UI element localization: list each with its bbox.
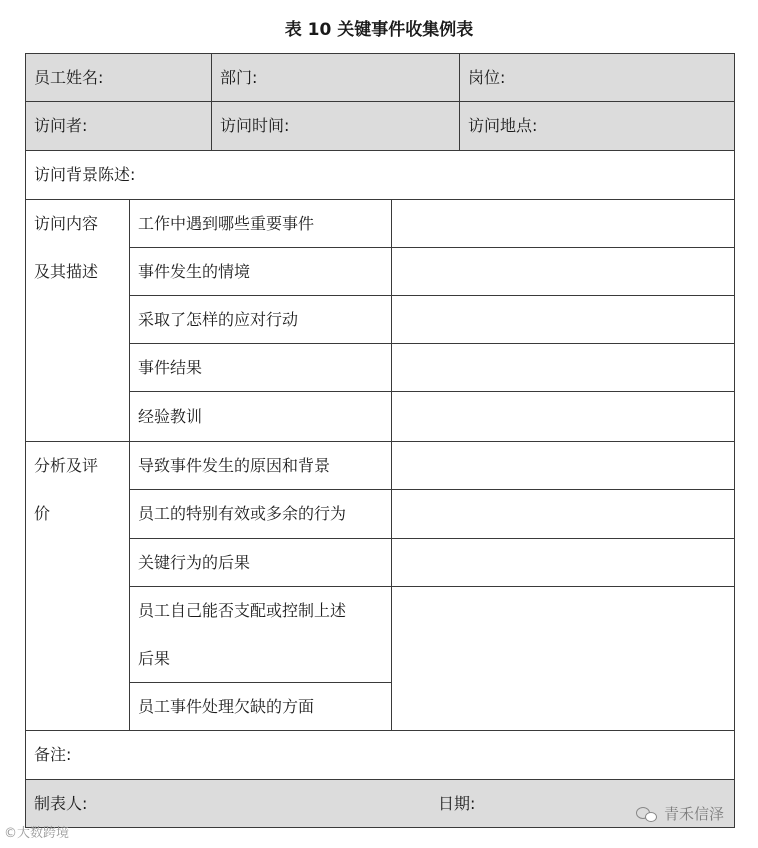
position-field[interactable]	[459, 53, 735, 102]
analysis-answer-4[interactable]	[391, 586, 735, 731]
content-section-label: 访问内容 及其描述	[25, 199, 130, 442]
analysis-item-3: 关键行为的后果	[129, 538, 392, 587]
footer-row	[25, 779, 735, 828]
position-label: 岗位:	[468, 67, 506, 87]
analysis-answer-1[interactable]	[391, 441, 735, 490]
content-answer-4[interactable]	[391, 343, 735, 392]
content-item-1: 工作中遇到哪些重要事件	[129, 199, 392, 248]
content-item-2: 事件发生的情境	[129, 247, 392, 296]
background-field[interactable]	[25, 150, 735, 200]
watermark	[636, 803, 724, 824]
employee-name-field[interactable]	[25, 53, 212, 102]
analysis-answer-2[interactable]	[391, 489, 735, 539]
department-label: 部门:	[220, 67, 258, 87]
interview-time-label: 访问时间:	[220, 116, 290, 135]
interview-time-field[interactable]	[211, 101, 460, 151]
content-answer-5[interactable]	[391, 391, 735, 442]
background-label: 访问背景陈述:	[34, 165, 136, 184]
interview-place-field[interactable]	[459, 101, 735, 151]
department-field[interactable]	[211, 53, 460, 102]
analysis-answer-3[interactable]	[391, 538, 735, 587]
content-item-3: 采取了怎样的应对行动	[129, 295, 392, 344]
corner-watermark: ©大数跨境	[4, 826, 70, 841]
analysis-item-1: 导致事件发生的原因和背景	[129, 441, 392, 490]
analysis-item-5: 员工事件处理欠缺的方面	[129, 682, 392, 731]
interview-place-label: 访问地点:	[468, 116, 538, 135]
content-answer-3[interactable]	[391, 295, 735, 344]
interviewer-label: 访问者:	[34, 116, 88, 135]
content-item-5: 经验教训	[129, 391, 392, 442]
page-title: 表 10 关键事件收集例表	[284, 20, 474, 40]
remarks-label: 备注:	[34, 745, 72, 764]
analysis-item-2: 员工的特别有效或多余的行为	[129, 489, 392, 539]
employee-name-label: 员工姓名:	[34, 67, 104, 87]
analysis-item-4: 员工自己能否支配或控制上述 后果	[129, 586, 392, 683]
remarks-field[interactable]	[25, 730, 735, 780]
analysis-section-label: 分析及评 价	[25, 441, 130, 731]
interviewer-field[interactable]	[25, 101, 212, 151]
maker-label: 制表人:	[34, 793, 88, 813]
content-answer-1[interactable]	[391, 199, 735, 248]
watermark-account: 青禾信泽	[664, 805, 725, 823]
wechat-icon	[636, 806, 658, 822]
content-item-4: 事件结果	[129, 343, 392, 392]
date-label: 日期:	[438, 794, 476, 813]
content-answer-2[interactable]	[391, 247, 735, 296]
